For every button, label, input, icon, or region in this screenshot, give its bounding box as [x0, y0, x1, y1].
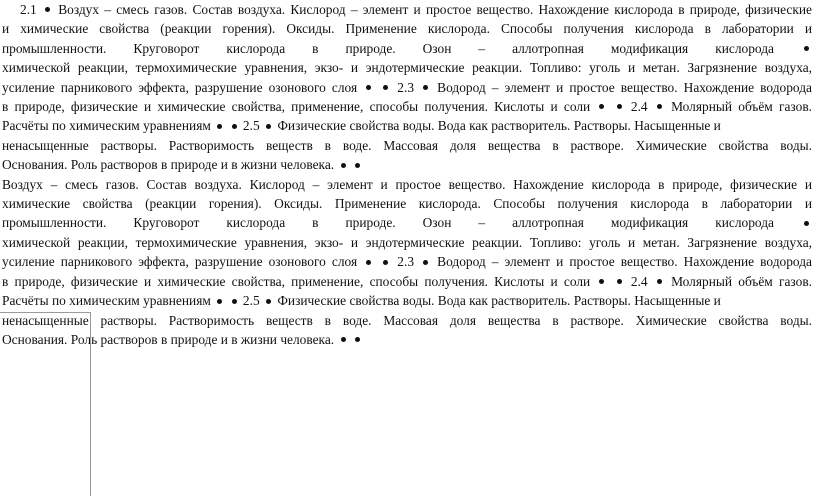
- text-segment: ненасыщенные растворы. Растворимость веществ в воде. Массовая доля вещества в растворе. Химические свойства воды.: [2, 137, 812, 153]
- text-line: [2, 0, 812, 19]
- text-segment: [607, 274, 613, 289]
- text-segment: 2.3: [391, 79, 421, 95]
- text-segment: [374, 80, 380, 95]
- bullet-icon: [266, 124, 271, 129]
- text-segment: [349, 157, 352, 172]
- bullet-icon: [45, 7, 50, 12]
- text-segment: 2.4: [624, 273, 654, 289]
- bullet-icon: [617, 104, 622, 109]
- bullet-icon: [217, 124, 222, 129]
- text-segment: Расчёты по химическим уравнениям: [2, 118, 215, 134]
- text-segment: [225, 293, 228, 308]
- document-page: [2, 0, 812, 349]
- text-line: [2, 116, 812, 135]
- text-line: [2, 330, 812, 349]
- bullet-icon: [366, 85, 371, 90]
- text-segment: 2.4: [624, 99, 654, 115]
- text-line: [2, 213, 812, 232]
- text-segment: Расчёты по химическим уравнениям: [2, 293, 215, 309]
- text-segment: Водород – элемент и простое вещество. Нахождение водорода: [431, 79, 812, 95]
- bullet-icon: [423, 85, 428, 90]
- bullet-icon: [341, 337, 346, 342]
- bullet-icon: [266, 299, 271, 304]
- bullet-icon: [232, 124, 237, 129]
- text-segment: в природе, физические и химические свойства, применение, способы получения. Кислоты и соли: [2, 99, 597, 115]
- empty-frame: [0, 312, 91, 496]
- text-line: [2, 175, 812, 194]
- bullet-icon: [232, 299, 237, 304]
- text-segment: химические свойства (реакции горения). Оксиды. Применение кислорода. Способы получения кислорода в лаборатории и: [2, 196, 812, 212]
- text-line: [2, 272, 812, 291]
- text-segment: промышленности. Круговорот кислорода в природе. Озон – аллотропная модификация кислорода: [2, 215, 801, 231]
- bullet-icon: [217, 299, 222, 304]
- text-segment: 2.5: [239, 118, 263, 134]
- bullet-icon: [355, 337, 360, 342]
- bullet-icon: [341, 163, 346, 168]
- text-segment: Физические свойства воды. Вода как растворитель. Растворы. Насыщенные и: [273, 118, 721, 134]
- paragraph-1: [2, 0, 812, 175]
- text-line: [2, 58, 812, 77]
- text-line: [2, 78, 812, 97]
- text-segment: химической реакции, термохимические уравнения, экзо- и эндотермические реакции. Топливо: уголь и метан. Загрязнение воздуха,: [2, 60, 812, 76]
- text-segment: Молярный объём газов.: [664, 273, 812, 289]
- text-segment: Основания. Роль растворов в природе и в жизни человека.: [2, 331, 338, 347]
- text-segment: [374, 254, 380, 269]
- text-line: [2, 194, 812, 213]
- text-line: [2, 97, 812, 116]
- text-segment: 2.5: [239, 293, 263, 309]
- text-segment: ненасыщенные растворы. Растворимость веществ в воде. Массовая доля вещества в растворе. Химические свойства воды.: [2, 312, 812, 328]
- text-segment: Воздух – смесь газов. Состав воздуха. Кислород – элемент и простое вещество. Нахождение кислорода в природе, физические: [52, 2, 812, 17]
- text-segment: усиление парникового эффекта, разрушение озонового слоя: [2, 79, 364, 95]
- text-segment: [225, 118, 228, 133]
- text-line: [2, 311, 812, 330]
- text-segment: химической реакции, термохимические уравнения, экзо- и эндотермические реакции. Топливо: уголь и метан. Загрязнение воздуха,: [2, 234, 812, 250]
- text-segment: в природе, физические и химические свойства, применение, способы получения. Кислоты и соли: [2, 273, 597, 289]
- text-line: [2, 291, 812, 310]
- text-segment: [607, 99, 613, 114]
- bullet-icon: [657, 279, 662, 284]
- text-segment: [349, 332, 352, 347]
- bullet-icon: [383, 260, 388, 265]
- text-line: [2, 39, 812, 58]
- bullet-icon: [366, 260, 371, 265]
- text-segment: Физические свойства воды. Вода как растворитель. Растворы. Насыщенные и: [273, 293, 721, 309]
- bullet-icon: [804, 46, 809, 51]
- bullet-icon: [599, 279, 604, 284]
- text-segment: Основания. Роль растворов в природе и в жизни человека.: [2, 157, 338, 173]
- text-segment: 2.3: [391, 254, 421, 270]
- bullet-icon: [599, 104, 604, 109]
- bullet-icon: [423, 260, 428, 265]
- text-line: [2, 136, 812, 155]
- bullet-icon: [383, 85, 388, 90]
- bullet-icon: [355, 163, 360, 168]
- text-line: [2, 233, 812, 252]
- text-line: [2, 155, 812, 174]
- bullet-icon: [617, 279, 622, 284]
- text-line: [2, 19, 812, 38]
- text-segment: 2.1: [20, 2, 42, 17]
- paragraph-2: [2, 175, 812, 350]
- text-segment: Молярный объём газов.: [664, 99, 812, 115]
- text-segment: усиление парникового эффекта, разрушение озонового слоя: [2, 254, 364, 270]
- text-line: [2, 252, 812, 271]
- text-segment: Водород – элемент и простое вещество. Нахождение водорода: [431, 254, 812, 270]
- text-segment: и химические свойства (реакции горения). Оксиды. Применение кислорода. Способы получения кислорода в лаборатории и: [2, 21, 812, 37]
- text-segment: промышленности. Круговорот кислорода в природе. Озон – аллотропная модификация кислорода: [2, 40, 801, 56]
- bullet-icon: [804, 221, 809, 226]
- bullet-icon: [657, 104, 662, 109]
- text-segment: Воздух – смесь газов. Состав воздуха. Кислород – элемент и простое вещество. Нахождение кислорода в природе, физические и: [2, 176, 812, 192]
